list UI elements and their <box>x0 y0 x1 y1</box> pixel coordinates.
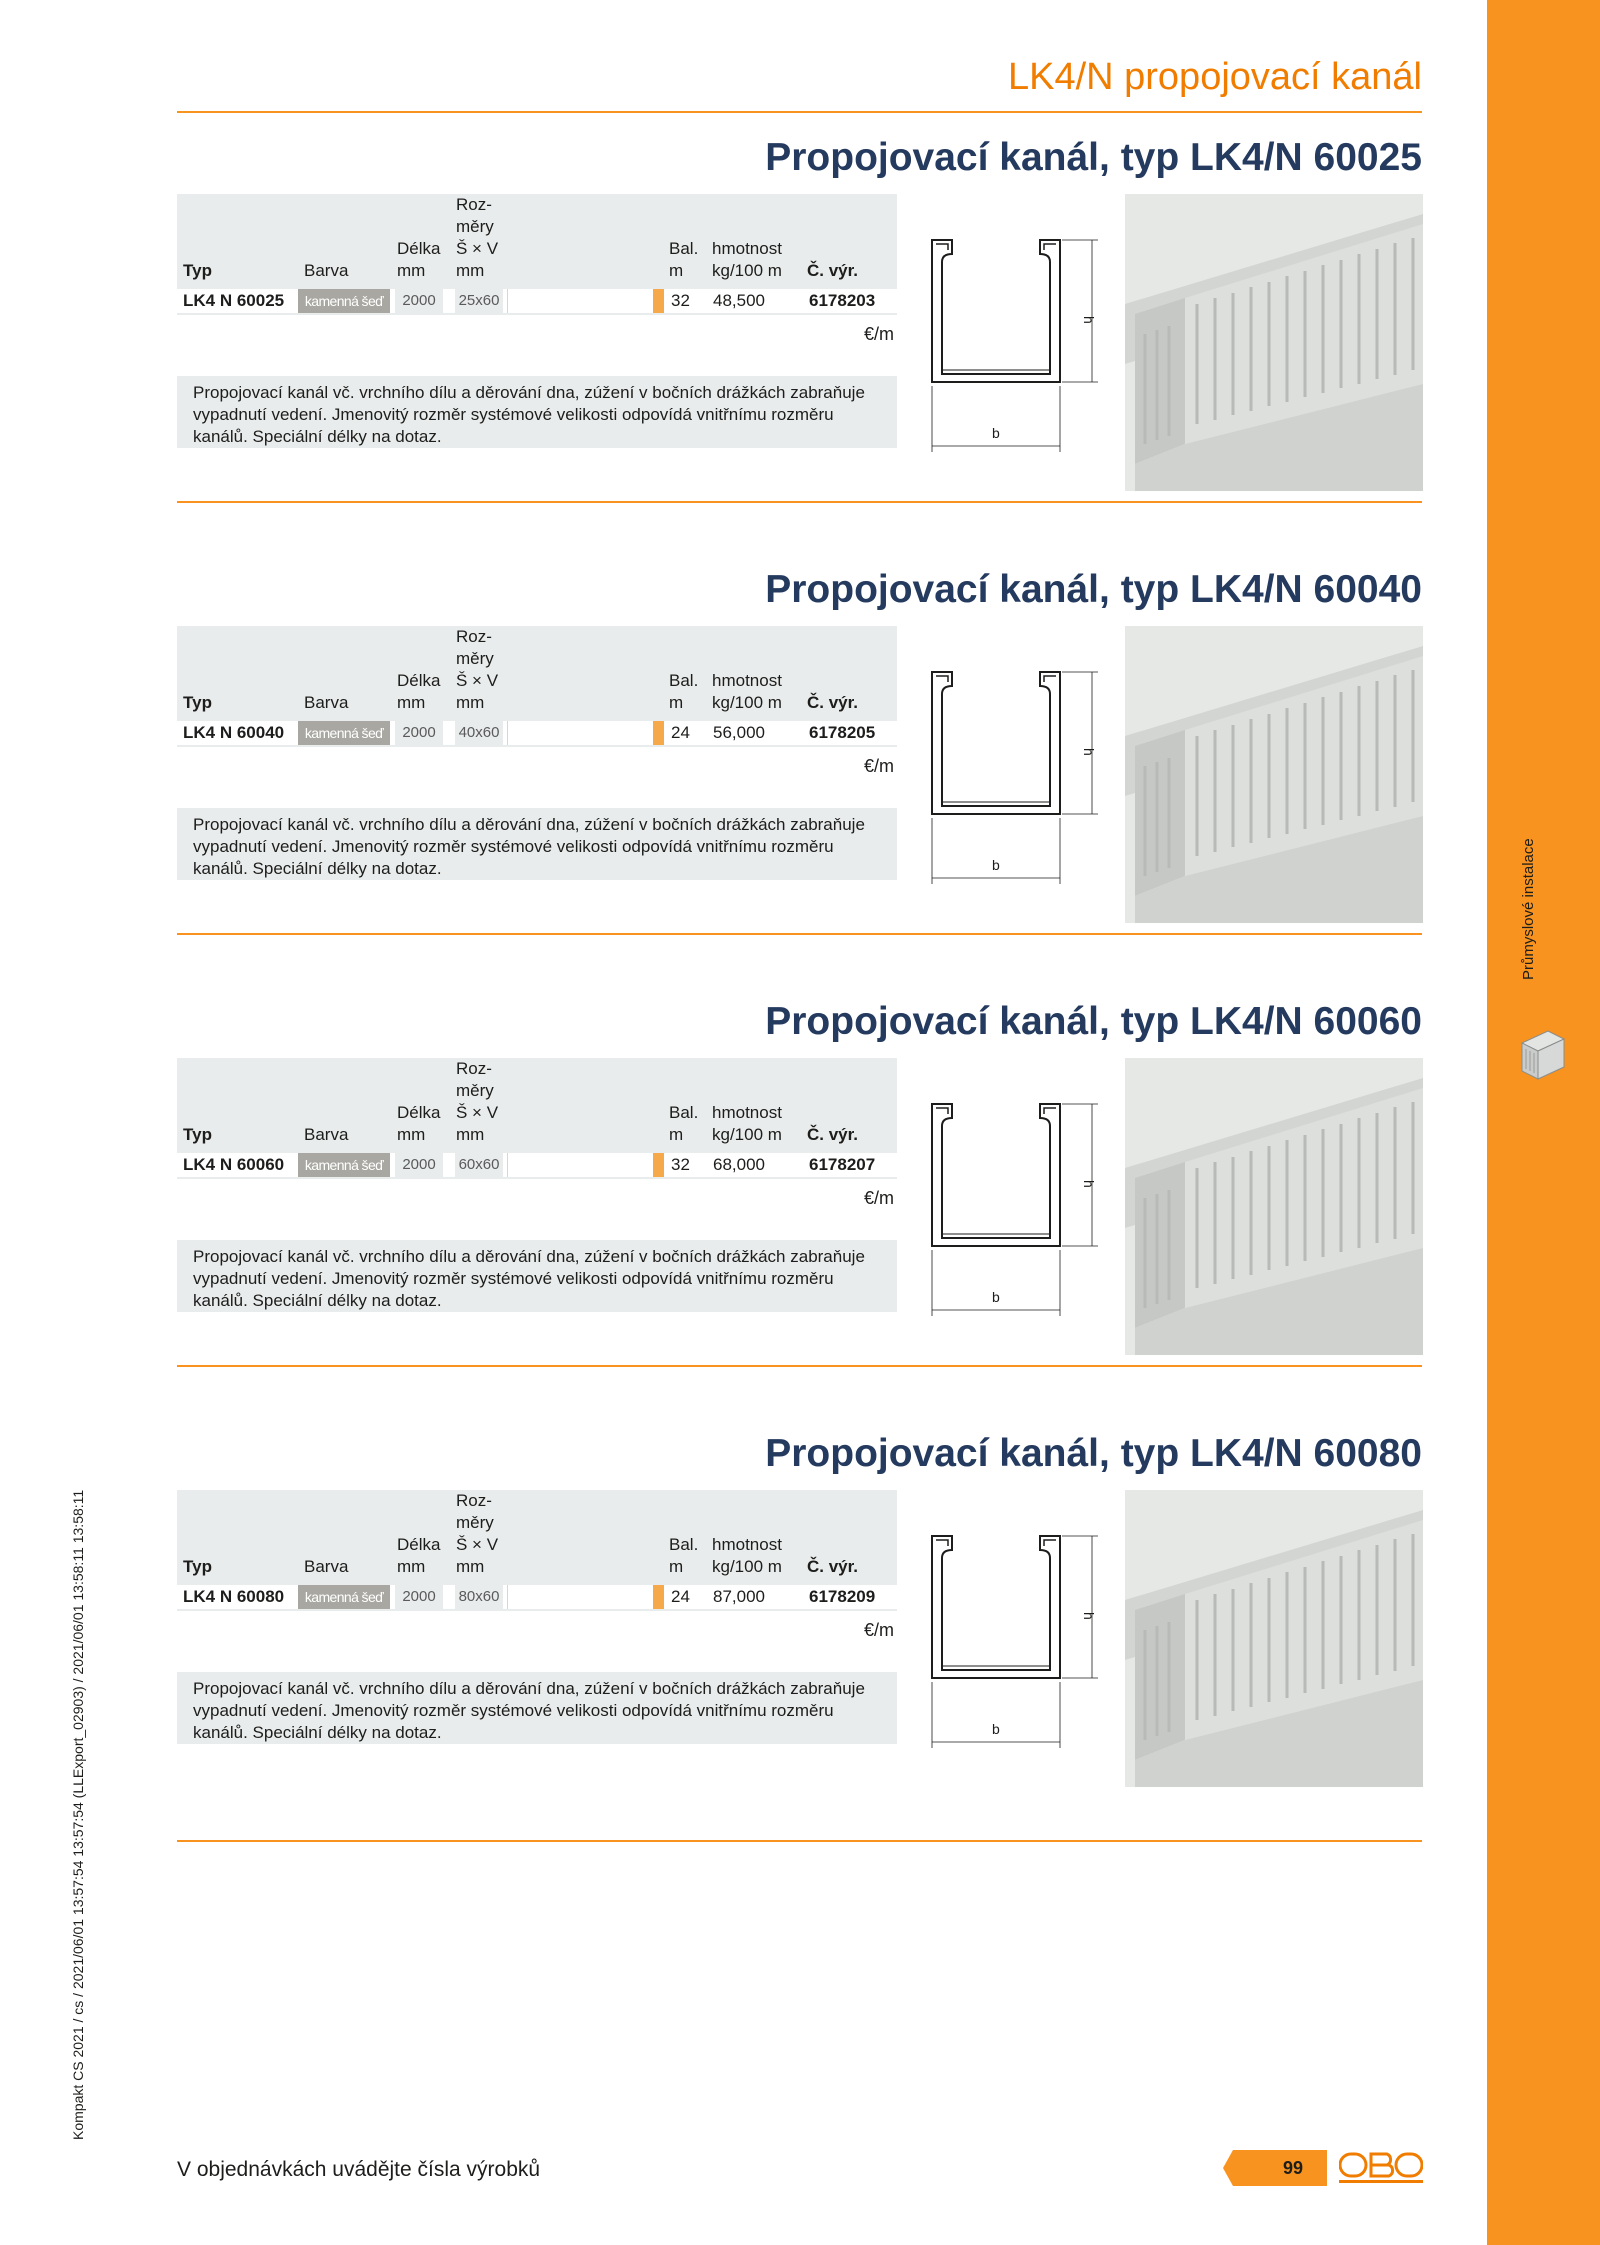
cell-price-empty <box>507 721 650 745</box>
cell-bal: 24 <box>671 723 690 742</box>
product-description <box>177 808 897 880</box>
price-unit: €/m <box>863 1188 894 1208</box>
cell-typ: LK4 N 60080 <box>183 1587 285 1606</box>
description-text: Propojovací kanál vč. vrchního dílu a děrování dna, zúžení v bočních drážkách zabraňuje vypadnutí vedení. Jmenovitý rozměr systémové velikosti odpovídá vnitřnímu rozměru kanálů. Speciální délky na dotaz. <box>193 383 865 446</box>
col-header-delka-unit: mm <box>397 1125 426 1144</box>
cell-barva: kamenná šeď <box>298 289 390 313</box>
cell-hmotnost: 56,000 <box>713 723 765 742</box>
col-header-delka: Délka <box>397 671 441 690</box>
product-photo <box>1125 1490 1423 1787</box>
col-header-hmotnost: hmotnost <box>712 1103 782 1122</box>
page-number: 99 <box>1282 2158 1304 2178</box>
section-rule <box>177 1365 1422 1367</box>
cell-delka: 2000 <box>395 289 443 313</box>
col-header-cislo: Č. výr. <box>807 261 859 280</box>
price-unit: €/m <box>863 324 894 344</box>
cell-cislo: 6178207 <box>809 1155 876 1174</box>
dimension-b-label: b <box>992 1289 1000 1305</box>
product-table <box>177 194 897 315</box>
availability-marker <box>653 1585 664 1609</box>
description-text: Propojovací kanál vč. vrchního dílu a děrování dna, zúžení v bočních drážkách zabraňuje vypadnutí vedení. Jmenovitý rozměr systémové velikosti odpovídá vnitřnímu rozměru kanálů. Speciální délky na dotaz. <box>193 1679 865 1742</box>
cell-barva: kamenná šeď <box>298 1585 390 1609</box>
cell-delka: 2000 <box>395 1153 443 1177</box>
product-table <box>177 1058 897 1179</box>
section-title: Propojovací kanál, typ LK4/N 60040 <box>765 568 1422 611</box>
col-header-hmotnost-unit: kg/100 m <box>712 693 782 712</box>
cell-barva: kamenná šeď <box>298 1153 390 1177</box>
product-table <box>177 1490 897 1611</box>
col-header-rozmery-3: Š × V <box>456 1103 499 1122</box>
cross-section-drawing <box>920 664 1120 924</box>
footer-note: V objednávkách uvádějte čísla výrobků <box>177 2158 541 2181</box>
section-title: Propojovací kanál, typ LK4/N 60060 <box>765 1000 1422 1043</box>
col-header-rozmery-unit: mm <box>456 1125 485 1144</box>
cell-delka: 2000 <box>395 721 443 745</box>
col-header-typ: Typ <box>183 1557 212 1576</box>
section-rule <box>177 933 1422 935</box>
col-header-delka-unit: mm <box>397 693 426 712</box>
product-photo <box>1125 1058 1423 1355</box>
col-header-rozmery-3: Š × V <box>456 1535 499 1554</box>
cell-typ: LK4 N 60040 <box>183 723 285 742</box>
product-description <box>177 1672 897 1744</box>
cell-cislo: 6178205 <box>809 723 876 742</box>
cross-section-drawing <box>920 232 1120 492</box>
cable-duct-icon <box>1518 1027 1568 1083</box>
print-metadata: Kompakt CS 2021 / cs / 2021/06/01 13:57:54 13:57:54 (LLExport_02903) / 2021/06/01 13:58:11 13:58:11 <box>70 1489 86 2140</box>
dimension-h-label: h <box>1081 1612 1097 1620</box>
col-header-delka: Délka <box>397 1535 441 1554</box>
cell-delka: 2000 <box>395 1585 443 1609</box>
product-description <box>177 1240 897 1312</box>
col-header-rozmery: Roz- <box>456 1491 492 1510</box>
col-header-rozmery-2: měry <box>456 1081 494 1100</box>
cell-bal: 32 <box>671 1155 690 1174</box>
cell-price-empty <box>507 1585 650 1609</box>
cross-section-drawing <box>920 1528 1120 1788</box>
col-header-rozmery-2: měry <box>456 649 494 668</box>
price-unit: €/m <box>863 756 894 776</box>
col-header-cislo: Č. výr. <box>807 693 859 712</box>
col-header-rozmery-3: Š × V <box>456 239 499 258</box>
cell-cislo: 6178209 <box>809 1587 876 1606</box>
col-header-barva: Barva <box>304 261 349 280</box>
cross-section-drawing <box>920 1096 1120 1356</box>
col-header-bal-unit: m <box>669 693 684 712</box>
col-header-delka-unit: mm <box>397 1557 426 1576</box>
availability-marker <box>653 721 664 745</box>
col-header-cislo: Č. výr. <box>807 1125 859 1144</box>
bottom-rule <box>177 1840 1422 1842</box>
col-header-bal: Bal. <box>669 1103 699 1122</box>
cell-bal: 32 <box>671 291 690 310</box>
price-unit: €/m <box>863 1620 894 1640</box>
product-description <box>177 376 897 448</box>
col-header-rozmery: Roz- <box>456 627 492 646</box>
col-header-hmotnost: hmotnost <box>712 239 782 258</box>
availability-marker <box>653 289 664 313</box>
dimension-b-label: b <box>992 857 1000 873</box>
col-header-rozmery: Roz- <box>456 195 492 214</box>
obo-logo <box>1339 2152 1423 2184</box>
col-header-delka: Délka <box>397 239 441 258</box>
description-text: Propojovací kanál vč. vrchního dílu a děrování dna, zúžení v bočních drážkách zabraňuje vypadnutí vedení. Jmenovitý rozměr systémové velikosti odpovídá vnitřnímu rozměru kanálů. Speciální délky na dotaz. <box>193 1247 865 1310</box>
col-header-bal-unit: m <box>669 261 684 280</box>
col-header-rozmery-unit: mm <box>456 261 485 280</box>
cell-rozmery: 25x60 <box>455 289 503 313</box>
col-header-barva: Barva <box>304 693 349 712</box>
col-header-cislo: Č. výr. <box>807 1557 859 1576</box>
col-header-bal-unit: m <box>669 1125 684 1144</box>
cell-price-empty <box>507 1153 650 1177</box>
cell-rozmery: 60x60 <box>455 1153 503 1177</box>
description-text: Propojovací kanál vč. vrchního dílu a děrování dna, zúžení v bočních drážkách zabraňuje vypadnutí vedení. Jmenovitý rozměr systémové velikosti odpovídá vnitřnímu rozměru kanálů. Speciální délky na dotaz. <box>193 815 865 878</box>
side-category-label: Průmyslové instalace <box>1520 838 1537 980</box>
dimension-b-label: b <box>992 1721 1000 1737</box>
col-header-typ: Typ <box>183 1125 212 1144</box>
cell-cislo: 6178203 <box>809 291 876 310</box>
col-header-rozmery: Roz- <box>456 1059 492 1078</box>
dimension-h-label: h <box>1081 316 1097 324</box>
section-rule <box>177 501 1422 503</box>
col-header-hmotnost-unit: kg/100 m <box>712 261 782 280</box>
dimension-h-label: h <box>1081 1180 1097 1188</box>
col-header-typ: Typ <box>183 693 212 712</box>
table-row <box>177 721 897 745</box>
availability-marker <box>653 1153 664 1177</box>
cell-rozmery: 40x60 <box>455 721 503 745</box>
side-accent-bar <box>1487 0 1600 2245</box>
col-header-bal: Bal. <box>669 1535 699 1554</box>
col-header-delka: Délka <box>397 1103 441 1122</box>
col-header-rozmery-unit: mm <box>456 693 485 712</box>
cell-bal: 24 <box>671 1587 690 1606</box>
col-header-rozmery-unit: mm <box>456 1557 485 1576</box>
col-header-typ: Typ <box>183 261 212 280</box>
col-header-bal-unit: m <box>669 1557 684 1576</box>
page-title: LK4/N propojovací kanál <box>1007 56 1422 98</box>
table-row <box>177 1585 897 1609</box>
col-header-hmotnost: hmotnost <box>712 1535 782 1554</box>
product-photo <box>1125 194 1423 491</box>
col-header-hmotnost-unit: kg/100 m <box>712 1557 782 1576</box>
dimension-h-label: h <box>1081 748 1097 756</box>
cell-barva: kamenná šeď <box>298 721 390 745</box>
cell-price-empty <box>507 289 650 313</box>
col-header-barva: Barva <box>304 1557 349 1576</box>
col-header-hmotnost: hmotnost <box>712 671 782 690</box>
product-table <box>177 626 897 747</box>
cell-typ: LK4 N 60025 <box>183 291 285 310</box>
col-header-rozmery-3: Š × V <box>456 671 499 690</box>
table-row <box>177 1153 897 1177</box>
cell-rozmery: 80x60 <box>455 1585 503 1609</box>
cell-hmotnost: 48,500 <box>713 291 765 310</box>
cell-hmotnost: 87,000 <box>713 1587 765 1606</box>
col-header-bal: Bal. <box>669 671 699 690</box>
section-title: Propojovací kanál, typ LK4/N 60025 <box>765 136 1422 179</box>
col-header-barva: Barva <box>304 1125 349 1144</box>
col-header-rozmery-2: měry <box>456 1513 494 1532</box>
cell-hmotnost: 68,000 <box>713 1155 765 1174</box>
table-row <box>177 289 897 313</box>
col-header-hmotnost-unit: kg/100 m <box>712 1125 782 1144</box>
cell-typ: LK4 N 60060 <box>183 1155 285 1174</box>
col-header-bal: Bal. <box>669 239 699 258</box>
section-title: Propojovací kanál, typ LK4/N 60080 <box>765 1432 1422 1475</box>
product-photo <box>1125 626 1423 923</box>
col-header-delka-unit: mm <box>397 261 426 280</box>
col-header-rozmery-2: měry <box>456 217 494 236</box>
dimension-b-label: b <box>992 425 1000 441</box>
header-rule <box>177 111 1422 113</box>
